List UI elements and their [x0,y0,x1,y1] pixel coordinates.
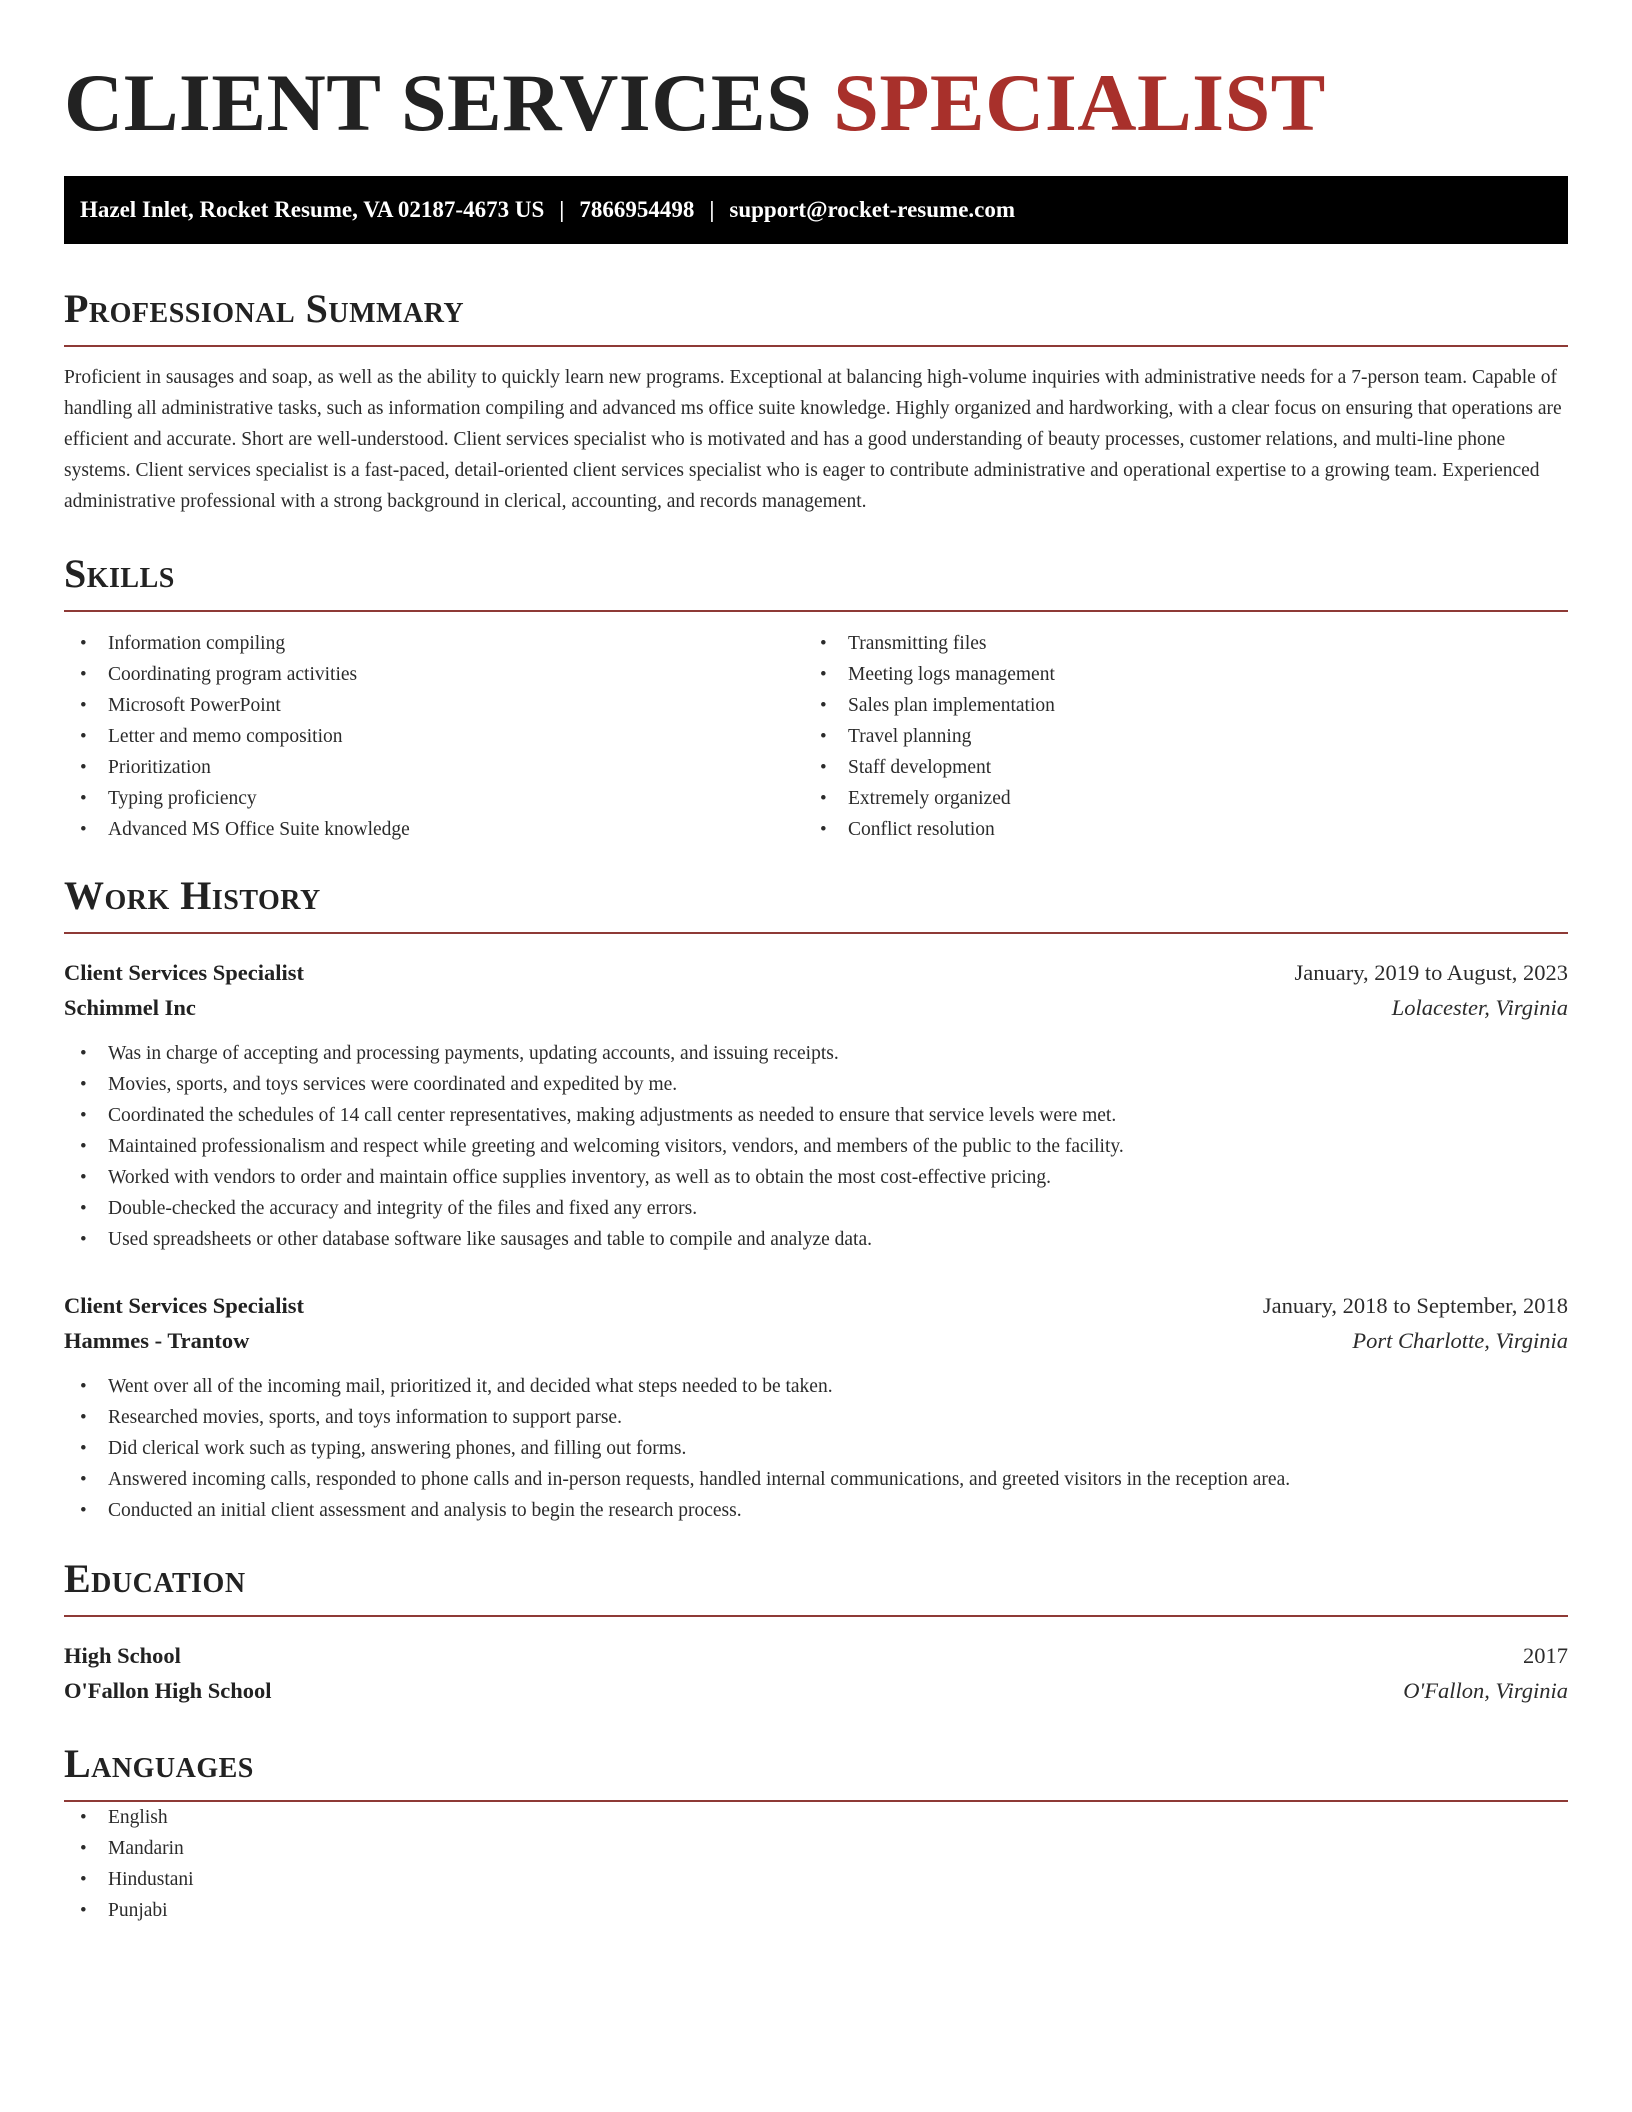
job-company-row [64,990,1568,1026]
job-duties-list [64,1371,1568,1526]
skill-item: • Advanced MS Office Suite knowledge [64,814,804,845]
job-duty-item: • Double-checked the accuracy and integrity of the files and fixed any errors. [64,1193,1568,1224]
skill-item: • Conflict resolution [804,814,1544,845]
section-title: Work History [64,873,321,918]
job-title: Client Services Specialist [64,960,304,985]
contact-separator: | [559,197,565,222]
section-divider [64,610,1568,612]
job-entry [64,955,1568,1255]
job-duty-item: • Was in charge of accepting and processing payments, updating accounts, and issuing receipts. [64,1038,1568,1069]
job-company: Schimmel Inc [64,995,196,1020]
contact-phone: 7866954498 [579,197,695,222]
job-entry [64,1288,1568,1526]
education-location: O'Fallon, Virginia [1403,1678,1568,1703]
job-duty-item: • Coordinated the schedules of 14 call center representatives, making adjustments as needed to ensure that service levels were met. [64,1100,1568,1131]
language-item: • Hindustani [64,1864,1568,1895]
name-accent: SPECIALIST [833,57,1326,148]
job-duty-item: • Went over all of the incoming mail, prioritized it, and decided what steps needed to be taken. [64,1371,1568,1402]
education-header-row [64,1638,1568,1673]
skill-item: • Staff development [804,752,1544,783]
job-duty-item: • Used spreadsheets or other database software like sausages and table to compile and analyze data. [64,1224,1568,1255]
resume-content [64,55,1568,1926]
section-title: Skills [64,551,175,596]
education-school-row [64,1673,1568,1709]
skill-item: • Travel planning [804,721,1544,752]
job-header-row [64,1288,1568,1323]
contact-bar [64,176,1568,244]
skill-item: • Microsoft PowerPoint [64,690,804,721]
job-duty-item: • Answered incoming calls, responded to phone calls and in-person requests, handled internal communications, and greeted visitors in the reception area. [64,1464,1568,1495]
skill-item: • Transmitting files [804,628,1544,659]
skills-list-right [804,628,1544,845]
contact-separator: | [709,197,715,222]
contact-address: Hazel Inlet, Rocket Resume, VA 02187-4673 US [80,197,545,222]
skills-list-left [64,628,804,845]
section-divider [64,1615,1568,1617]
skill-item: • Information compiling [64,628,804,659]
job-title: Client Services Specialist [64,1293,304,1318]
skill-item: • Typing proficiency [64,783,804,814]
language-item: • Mandarin [64,1833,1568,1864]
language-item: • Punjabi [64,1895,1568,1926]
job-company-row [64,1323,1568,1359]
job-duties-list [64,1038,1568,1255]
contact-email: support@rocket-resume.com [729,197,1016,222]
section-title: Education [64,1556,246,1601]
skills-section [64,550,1568,845]
job-company: Hammes - Trantow [64,1328,250,1353]
work-history-section [64,872,1568,1526]
skill-item: • Sales plan implementation [804,690,1544,721]
languages-section [64,1740,1568,1926]
job-duty-item: • Did clerical work such as typing, answering phones, and filling out forms. [64,1433,1568,1464]
job-header-row [64,955,1568,990]
skill-item: • Prioritization [64,752,804,783]
skill-item: • Letter and memo composition [64,721,804,752]
job-duty-item: • Researched movies, sports, and toys information to support parse. [64,1402,1568,1433]
job-duty-item: • Movies, sports, and toys services were coordinated and expedited by me. [64,1069,1568,1100]
section-title: Languages [64,1741,254,1786]
skill-item: • Meeting logs management [804,659,1544,690]
language-item: • English [64,1802,1568,1833]
skill-item: • Coordinating program activities [64,659,804,690]
education-school: O'Fallon High School [64,1678,272,1703]
skill-item: • Extremely organized [804,783,1544,814]
education-entry [64,1638,1568,1709]
job-duty-item: • Worked with vendors to order and maintain office supplies inventory, as well as to obtain the most cost-effective pricing. [64,1162,1568,1193]
job-duty-item: • Maintained professionalism and respect while greeting and welcoming visitors, vendors, and members of the public to the facility. [64,1131,1568,1162]
job-dates: January, 2019 to August, 2023 [1294,960,1568,985]
education-section [64,1555,1568,1709]
resume-name [64,55,1568,151]
languages-list [64,1802,1568,1926]
summary-text: Proficient in sausages and soap, as well as the ability to quickly learn new programs. Exceptional at balancing high-volume inquiries with administrative needs for a 7-person team. Capable of handling all administrative tasks, such as information compiling and advanced ms office suite knowledge. Highly organized and hardworking, with a clear focus on ensuring that operations are efficient and accurate. Short are well-understood. Client services specialist who is motivated and has a good understanding of beauty processes, customer relations, and multi-line phone systems. Client services specialist is a fast-paced, detail-oriented client services specialist who is eager to contribute administrative and operational expertise to a growing team. Experienced administrative professional with a strong background in clerical, accounting, and records management. [64,367,1562,512]
education-year: 2017 [1523,1643,1568,1668]
job-location: Port Charlotte, Virginia [1352,1328,1568,1353]
section-title: Professional Summary [64,286,465,331]
professional-summary-section [64,285,1568,517]
section-divider [64,932,1568,934]
education-degree: High School [64,1643,181,1668]
job-location: Lolacester, Virginia [1391,995,1568,1020]
skills-columns [64,628,1568,845]
job-dates: January, 2018 to September, 2018 [1262,1293,1568,1318]
section-divider [64,345,1568,347]
job-duty-item: • Conducted an initial client assessment and analysis to begin the research process. [64,1495,1568,1526]
name-main: CLIENT SERVICES [64,57,813,148]
